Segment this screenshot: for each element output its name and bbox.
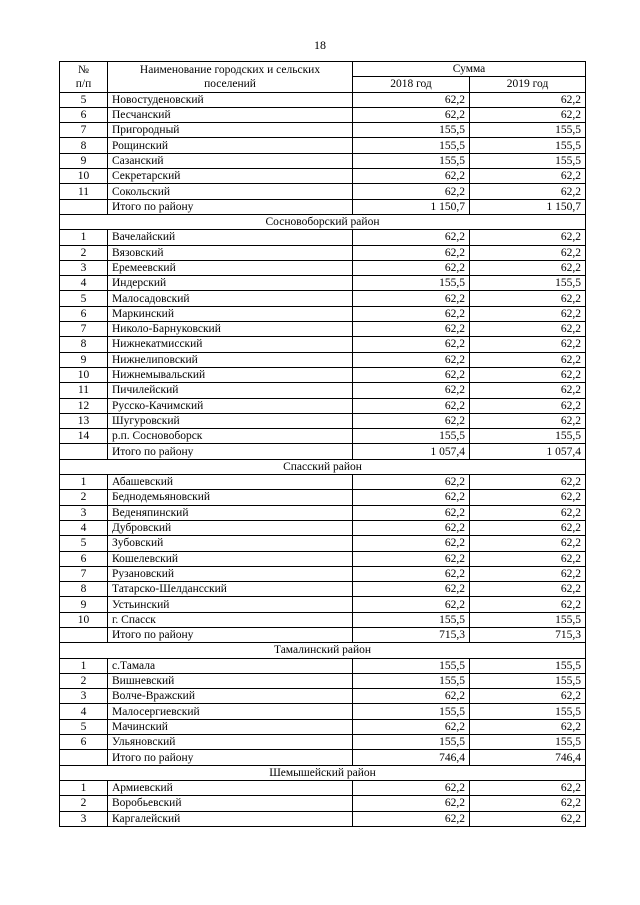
table-row xyxy=(60,505,586,520)
settlement-name: Нижнемывальский xyxy=(108,367,353,382)
row-number: 12 xyxy=(60,398,108,413)
sum-2019: 62,2 xyxy=(470,398,586,413)
sum-2018: 62,2 xyxy=(353,719,470,734)
sum-2018: 62,2 xyxy=(353,811,470,826)
row-number: 2 xyxy=(60,796,108,811)
district-total-row xyxy=(60,199,586,214)
table-row xyxy=(60,475,586,490)
sum-2018: 62,2 xyxy=(353,780,470,795)
sum-2018: 62,2 xyxy=(353,260,470,275)
sum-2018: 1 057,4 xyxy=(353,444,470,459)
settlement-name: Ульяновский xyxy=(108,735,353,750)
sum-2019: 62,2 xyxy=(470,260,586,275)
sum-2018: 62,2 xyxy=(353,322,470,337)
table-row xyxy=(60,490,586,505)
sum-2019: 62,2 xyxy=(470,92,586,107)
sum-2019: 155,5 xyxy=(470,276,586,291)
budget-table xyxy=(59,61,586,827)
sum-2019: 155,5 xyxy=(470,138,586,153)
sum-2019: 155,5 xyxy=(470,153,586,168)
row-number xyxy=(60,750,108,765)
sum-2019: 62,2 xyxy=(470,796,586,811)
district-name: Тамалинский район xyxy=(60,643,586,658)
row-number: 13 xyxy=(60,413,108,428)
settlement-name: Армиевский xyxy=(108,780,353,795)
table-row xyxy=(60,520,586,535)
district-header-row xyxy=(60,459,586,474)
settlement-name: Нижнелиповский xyxy=(108,352,353,367)
settlement-name: Новостуденовский xyxy=(108,92,353,107)
table-row xyxy=(60,413,586,428)
sum-2018: 62,2 xyxy=(353,536,470,551)
row-number: 4 xyxy=(60,520,108,535)
sum-2019: 62,2 xyxy=(470,551,586,566)
settlement-name: Вишневский xyxy=(108,673,353,688)
sum-2018: 62,2 xyxy=(353,367,470,382)
sum-2019: 155,5 xyxy=(470,429,586,444)
district-header-row xyxy=(60,643,586,658)
table-row xyxy=(60,582,586,597)
table-row xyxy=(60,322,586,337)
table-row xyxy=(60,352,586,367)
district-total-row xyxy=(60,627,586,642)
sum-2018: 62,2 xyxy=(353,796,470,811)
settlement-name: Устьинский xyxy=(108,597,353,612)
sum-2018: 62,2 xyxy=(353,505,470,520)
sum-2019: 155,5 xyxy=(470,612,586,627)
settlement-name: Мачинский xyxy=(108,719,353,734)
sum-2018: 155,5 xyxy=(353,123,470,138)
sum-2018: 62,2 xyxy=(353,689,470,704)
sum-2018: 62,2 xyxy=(353,383,470,398)
sum-2018: 746,4 xyxy=(353,750,470,765)
row-number: 9 xyxy=(60,153,108,168)
sum-2019: 62,2 xyxy=(470,322,586,337)
sum-2018: 155,5 xyxy=(353,153,470,168)
row-number: 5 xyxy=(60,92,108,107)
table-row xyxy=(60,276,586,291)
settlement-name: Рузановский xyxy=(108,566,353,581)
settlement-name: Татарско-Шелдансский xyxy=(108,582,353,597)
table-row xyxy=(60,245,586,260)
row-number: 5 xyxy=(60,291,108,306)
sum-2019: 62,2 xyxy=(470,107,586,122)
settlement-name: Абашевский xyxy=(108,475,353,490)
settlement-name: Николо-Барнуковский xyxy=(108,322,353,337)
sum-2019: 62,2 xyxy=(470,475,586,490)
row-number: 6 xyxy=(60,735,108,750)
sum-2019: 62,2 xyxy=(470,689,586,704)
header-number-line2: п/п xyxy=(75,77,92,90)
settlement-name: Вязовский xyxy=(108,245,353,260)
settlement-name: Шугуровский xyxy=(108,413,353,428)
sum-2019: 746,4 xyxy=(470,750,586,765)
table-row xyxy=(60,704,586,719)
row-number: 1 xyxy=(60,230,108,245)
sum-2019: 62,2 xyxy=(470,337,586,352)
row-number: 10 xyxy=(60,612,108,627)
table-row xyxy=(60,811,586,826)
row-number: 3 xyxy=(60,260,108,275)
table-row xyxy=(60,536,586,551)
row-number: 8 xyxy=(60,582,108,597)
settlement-name: Нижнекатмисский xyxy=(108,337,353,352)
sum-2019: 62,2 xyxy=(470,536,586,551)
header-number-line1: № xyxy=(78,63,89,76)
sum-2019: 62,2 xyxy=(470,719,586,734)
settlement-name: Пичилейский xyxy=(108,383,353,398)
table-row xyxy=(60,291,586,306)
row-number: 3 xyxy=(60,505,108,520)
table-row xyxy=(60,92,586,107)
sum-2018: 62,2 xyxy=(353,490,470,505)
sum-2018: 155,5 xyxy=(353,658,470,673)
table-row xyxy=(60,780,586,795)
settlement-name: Русско-Качимский xyxy=(108,398,353,413)
row-number xyxy=(60,444,108,459)
district-header-row xyxy=(60,765,586,780)
sum-2019: 62,2 xyxy=(470,566,586,581)
row-number: 9 xyxy=(60,597,108,612)
sum-2018: 155,5 xyxy=(353,138,470,153)
sum-2019: 155,5 xyxy=(470,673,586,688)
settlement-name: Беднодемьяновский xyxy=(108,490,353,505)
settlement-name: Итого по району xyxy=(108,627,353,642)
sum-2019: 62,2 xyxy=(470,291,586,306)
row-number: 3 xyxy=(60,689,108,704)
row-number xyxy=(60,199,108,214)
header-year-2019: 2019 год xyxy=(470,77,586,92)
sum-2019: 62,2 xyxy=(470,597,586,612)
table-row xyxy=(60,796,586,811)
sum-2018: 62,2 xyxy=(353,107,470,122)
sum-2018: 62,2 xyxy=(353,352,470,367)
sum-2019: 155,5 xyxy=(470,658,586,673)
row-number: 8 xyxy=(60,138,108,153)
row-number: 8 xyxy=(60,337,108,352)
table-row xyxy=(60,719,586,734)
sum-2018: 62,2 xyxy=(353,306,470,321)
district-total-row xyxy=(60,444,586,459)
district-total-row xyxy=(60,750,586,765)
settlement-name: Итого по району xyxy=(108,750,353,765)
sum-2018: 62,2 xyxy=(353,413,470,428)
table-row xyxy=(60,306,586,321)
sum-2019: 62,2 xyxy=(470,245,586,260)
table-row xyxy=(60,337,586,352)
row-number: 2 xyxy=(60,673,108,688)
sum-2018: 62,2 xyxy=(353,92,470,107)
sum-2019: 62,2 xyxy=(470,582,586,597)
sum-2018: 62,2 xyxy=(353,475,470,490)
settlement-name: Итого по району xyxy=(108,199,353,214)
district-header-row xyxy=(60,214,586,229)
table-row xyxy=(60,612,586,627)
settlement-name: Каргалейский xyxy=(108,811,353,826)
settlement-name: Волче-Вражский xyxy=(108,689,353,704)
table-row xyxy=(60,138,586,153)
sum-2018: 62,2 xyxy=(353,566,470,581)
sum-2018: 155,5 xyxy=(353,673,470,688)
sum-2018: 155,5 xyxy=(353,276,470,291)
sum-2018: 155,5 xyxy=(353,704,470,719)
settlement-name: Малосадовский xyxy=(108,291,353,306)
sum-2018: 155,5 xyxy=(353,735,470,750)
table-row xyxy=(60,658,586,673)
row-number: 6 xyxy=(60,306,108,321)
row-number: 10 xyxy=(60,367,108,382)
row-number xyxy=(60,627,108,642)
settlement-name: Кошелевский xyxy=(108,551,353,566)
table-row xyxy=(60,398,586,413)
sum-2018: 1 150,7 xyxy=(353,199,470,214)
settlement-name: Дубровский xyxy=(108,520,353,535)
sum-2018: 62,2 xyxy=(353,551,470,566)
sum-2019: 62,2 xyxy=(470,367,586,382)
row-number: 11 xyxy=(60,184,108,199)
sum-2019: 155,5 xyxy=(470,735,586,750)
district-name: Шемышейский район xyxy=(60,765,586,780)
table-row xyxy=(60,184,586,199)
row-number: 14 xyxy=(60,429,108,444)
sum-2018: 155,5 xyxy=(353,429,470,444)
table-row xyxy=(60,383,586,398)
settlement-name: Секретарский xyxy=(108,169,353,184)
settlement-name: с.Тамала xyxy=(108,658,353,673)
row-number: 4 xyxy=(60,276,108,291)
settlement-name: Вачелайский xyxy=(108,230,353,245)
settlement-name: Веденяпинский xyxy=(108,505,353,520)
district-name: Спасский район xyxy=(60,459,586,474)
sum-2019: 62,2 xyxy=(470,352,586,367)
table-row xyxy=(60,673,586,688)
header-year-2018: 2018 год xyxy=(353,77,470,92)
sum-2019: 1 150,7 xyxy=(470,199,586,214)
table-row xyxy=(60,551,586,566)
sum-2019: 62,2 xyxy=(470,306,586,321)
settlement-name: Пригородный xyxy=(108,123,353,138)
page-number: 18 xyxy=(314,38,326,52)
sum-2018: 62,2 xyxy=(353,520,470,535)
settlement-name: г. Спасск xyxy=(108,612,353,627)
table-body xyxy=(60,92,586,826)
row-number: 6 xyxy=(60,551,108,566)
table-row xyxy=(60,107,586,122)
sum-2019: 62,2 xyxy=(470,780,586,795)
row-number: 5 xyxy=(60,536,108,551)
settlement-name: Зубовский xyxy=(108,536,353,551)
sum-2019: 62,2 xyxy=(470,169,586,184)
table-row xyxy=(60,153,586,168)
sum-2018: 62,2 xyxy=(353,291,470,306)
sum-2019: 1 057,4 xyxy=(470,444,586,459)
settlement-name: Итого по району xyxy=(108,444,353,459)
settlement-name: Сокольский xyxy=(108,184,353,199)
row-number: 1 xyxy=(60,658,108,673)
table-row xyxy=(60,230,586,245)
sum-2019: 62,2 xyxy=(470,811,586,826)
sum-2019: 62,2 xyxy=(470,383,586,398)
settlement-name: Еремеевский xyxy=(108,260,353,275)
settlement-name: Сазанский xyxy=(108,153,353,168)
header-name-line2: поселений xyxy=(204,77,256,90)
sum-2018: 62,2 xyxy=(353,398,470,413)
sum-2019: 62,2 xyxy=(470,490,586,505)
settlement-name: р.п. Сосновоборск xyxy=(108,429,353,444)
sum-2018: 62,2 xyxy=(353,245,470,260)
sum-2019: 62,2 xyxy=(470,413,586,428)
row-number: 2 xyxy=(60,490,108,505)
sum-2018: 62,2 xyxy=(353,582,470,597)
sum-2019: 62,2 xyxy=(470,520,586,535)
sum-2018: 62,2 xyxy=(353,169,470,184)
row-number: 7 xyxy=(60,322,108,337)
table-row xyxy=(60,169,586,184)
table-row xyxy=(60,260,586,275)
settlement-name: Песчанский xyxy=(108,107,353,122)
sum-2019: 62,2 xyxy=(470,184,586,199)
table-row xyxy=(60,429,586,444)
sum-2018: 155,5 xyxy=(353,612,470,627)
row-number: 10 xyxy=(60,169,108,184)
header-sum: Сумма xyxy=(353,62,586,77)
row-number: 5 xyxy=(60,719,108,734)
table-row xyxy=(60,566,586,581)
row-number: 7 xyxy=(60,566,108,581)
sum-2018: 62,2 xyxy=(353,230,470,245)
settlement-name: Воробьевский xyxy=(108,796,353,811)
settlement-name: Индерский xyxy=(108,276,353,291)
row-number: 7 xyxy=(60,123,108,138)
row-number: 1 xyxy=(60,780,108,795)
row-number: 4 xyxy=(60,704,108,719)
settlement-name: Рощинский xyxy=(108,138,353,153)
sum-2018: 62,2 xyxy=(353,184,470,199)
settlement-name: Маркинский xyxy=(108,306,353,321)
header-name-line1: Наименование городских и сельских xyxy=(139,63,321,76)
row-number: 3 xyxy=(60,811,108,826)
sum-2019: 155,5 xyxy=(470,704,586,719)
row-number: 1 xyxy=(60,475,108,490)
sum-2019: 715,3 xyxy=(470,627,586,642)
sum-2019: 155,5 xyxy=(470,123,586,138)
table-row xyxy=(60,735,586,750)
sum-2018: 715,3 xyxy=(353,627,470,642)
row-number: 2 xyxy=(60,245,108,260)
sum-2018: 62,2 xyxy=(353,337,470,352)
row-number: 9 xyxy=(60,352,108,367)
sum-2018: 62,2 xyxy=(353,597,470,612)
table-row xyxy=(60,367,586,382)
header-number xyxy=(60,62,108,93)
district-name: Сосновоборский район xyxy=(60,214,586,229)
sum-2019: 62,2 xyxy=(470,230,586,245)
table-row xyxy=(60,597,586,612)
sum-2019: 62,2 xyxy=(470,505,586,520)
row-number: 11 xyxy=(60,383,108,398)
settlement-name: Малосергиевский xyxy=(108,704,353,719)
row-number: 6 xyxy=(60,107,108,122)
table-header xyxy=(60,62,586,93)
table-row xyxy=(60,689,586,704)
header-settlement-name xyxy=(108,62,353,93)
table-row xyxy=(60,123,586,138)
